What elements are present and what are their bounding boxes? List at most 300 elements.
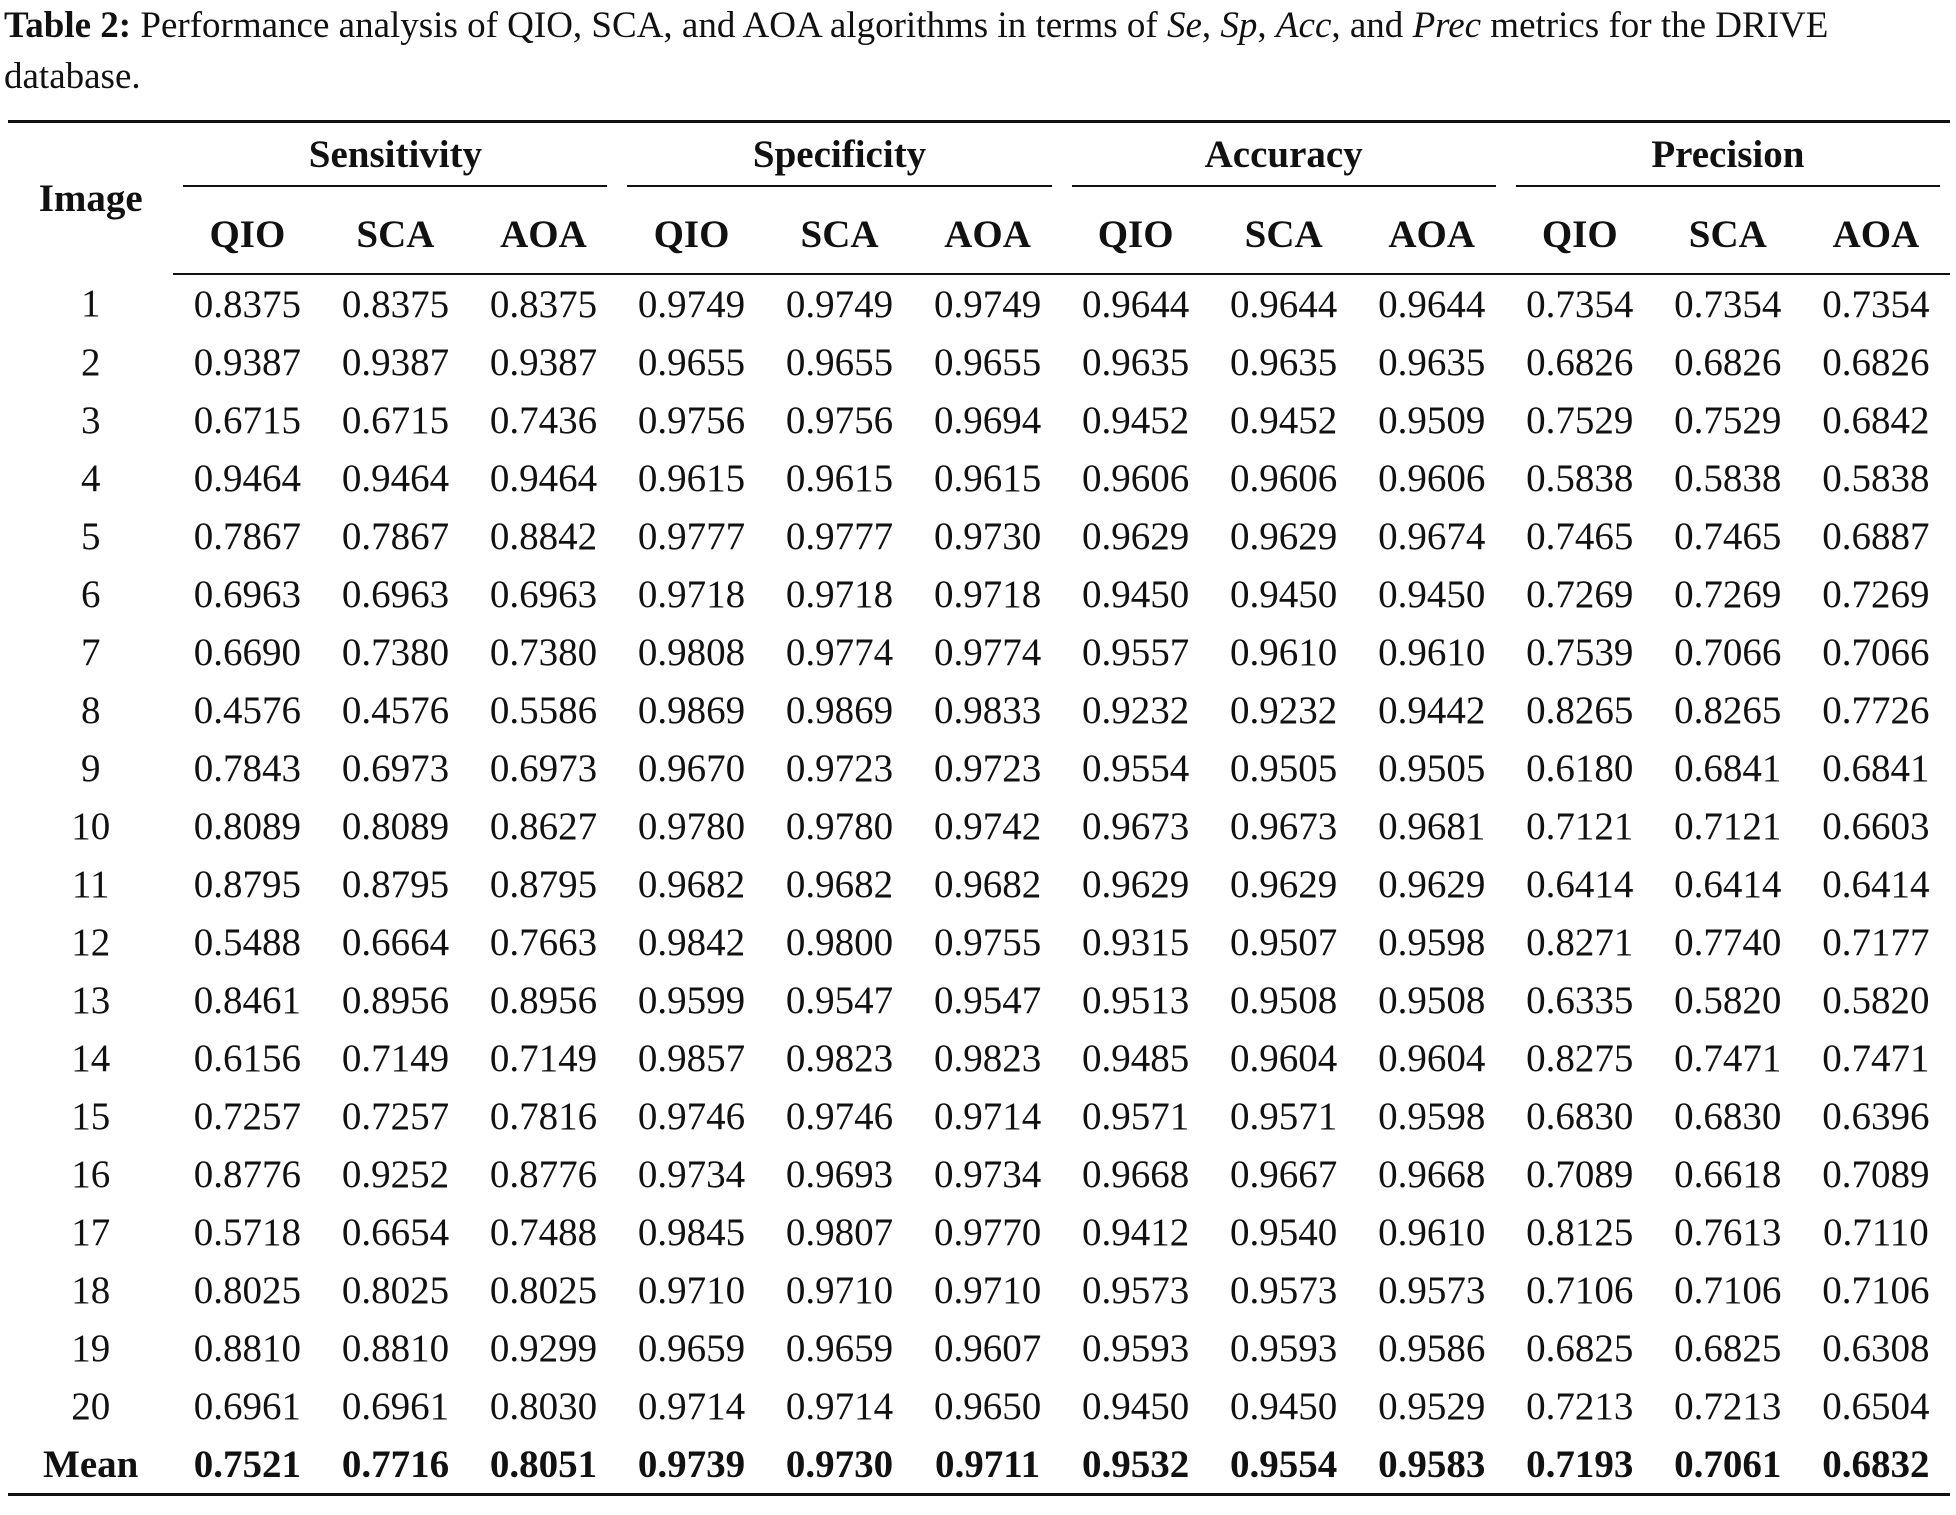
metric-value-cell: 0.8956 bbox=[341, 978, 450, 1022]
metric-value-cell: 0.9615 bbox=[933, 456, 1042, 500]
metric-value-cell: 0.6825 bbox=[1526, 1326, 1634, 1370]
metric-value-cell: 0.6961 bbox=[193, 1384, 302, 1428]
image-id-cell: 16 bbox=[71, 1152, 111, 1196]
metric-value-cell: 0.9644 bbox=[1082, 282, 1190, 326]
metric-value-cell: 0.9694 bbox=[933, 398, 1042, 442]
metric-value-cell: 0.9593 bbox=[1082, 1326, 1190, 1370]
image-id-cell: 1 bbox=[80, 282, 101, 325]
image-id-cell: 11 bbox=[71, 862, 110, 906]
metric-value-cell: 0.6308 bbox=[1822, 1326, 1930, 1370]
metric-value-cell: 0.4576 bbox=[341, 688, 450, 732]
metric-value-cell: 0.6963 bbox=[193, 572, 302, 616]
metric-value-cell: 0.9718 bbox=[637, 572, 746, 616]
algorithm-header: SCA bbox=[1210, 195, 1358, 274]
table-row bbox=[8, 274, 1950, 333]
metric-value-cell: 0.6335 bbox=[1526, 978, 1634, 1022]
metric-value-cell: 0.9573 bbox=[1230, 1268, 1338, 1312]
metric-value-cell: 0.7380 bbox=[489, 630, 598, 674]
caption-sep-2: , bbox=[1257, 5, 1276, 46]
image-id-cell: 15 bbox=[71, 1094, 111, 1138]
metric-value-cell: 0.9629 bbox=[1378, 862, 1486, 906]
metric-value-cell: 0.7213 bbox=[1526, 1384, 1634, 1428]
metric-value-cell: 0.9252 bbox=[341, 1152, 450, 1196]
group-label: Accuracy bbox=[1072, 132, 1496, 187]
metric-value-cell: 0.8271 bbox=[1526, 920, 1634, 964]
metric-value-cell: 0.9710 bbox=[785, 1268, 894, 1312]
metric-value-cell: 0.6603 bbox=[1822, 804, 1930, 848]
table-row bbox=[8, 507, 1950, 565]
metric-value-cell: 0.9557 bbox=[1082, 630, 1190, 674]
metric-value-cell: 0.9746 bbox=[785, 1094, 894, 1138]
metric-value-cell: 0.8265 bbox=[1674, 688, 1782, 732]
group-header-sensitivity bbox=[173, 122, 617, 196]
metric-value-cell: 0.9644 bbox=[1230, 282, 1338, 326]
table-row bbox=[8, 797, 1950, 855]
metric-value-cell: 0.9464 bbox=[341, 456, 450, 500]
group-header-precision bbox=[1506, 122, 1950, 196]
metric-value-cell: 0.9532 bbox=[1062, 1435, 1210, 1495]
algorithm-header: SCA bbox=[766, 195, 914, 274]
metric-value-cell: 0.8275 bbox=[1526, 1036, 1634, 1080]
metric-value-cell: 0.8627 bbox=[489, 804, 598, 848]
metric-value-cell: 0.9770 bbox=[933, 1210, 1042, 1254]
metric-value-cell: 0.9387 bbox=[341, 340, 450, 384]
caption-metric-acc: Acc bbox=[1275, 5, 1332, 46]
metric-value-cell: 0.6973 bbox=[341, 746, 450, 790]
algorithm-header: SCA bbox=[321, 195, 469, 274]
metric-value-cell: 0.8025 bbox=[193, 1268, 302, 1312]
metric-value-cell: 0.7436 bbox=[489, 398, 598, 442]
metric-value-cell: 0.8089 bbox=[341, 804, 450, 848]
metric-value-cell: 0.9655 bbox=[637, 340, 746, 384]
metric-value-cell: 0.7066 bbox=[1674, 630, 1782, 674]
metric-value-cell: 0.9845 bbox=[637, 1210, 746, 1254]
metric-value-cell: 0.7269 bbox=[1822, 572, 1930, 616]
metric-value-cell: 0.8956 bbox=[489, 978, 598, 1022]
metric-value-cell: 0.5718 bbox=[193, 1210, 302, 1254]
metric-value-cell: 0.9756 bbox=[637, 398, 746, 442]
table-body bbox=[8, 274, 1950, 1495]
metric-value-cell: 0.9842 bbox=[637, 920, 746, 964]
metric-value-cell: 0.7193 bbox=[1506, 1435, 1654, 1495]
metric-value-cell: 0.7726 bbox=[1822, 688, 1930, 732]
metric-value-cell: 0.7740 bbox=[1674, 920, 1782, 964]
metric-value-cell: 0.9808 bbox=[637, 630, 746, 674]
image-id-cell: 12 bbox=[71, 920, 111, 964]
metric-value-cell: 0.6826 bbox=[1822, 340, 1930, 384]
metric-value-cell: 0.9833 bbox=[933, 688, 1042, 732]
metric-value-cell: 0.5838 bbox=[1526, 456, 1634, 500]
metric-value-cell: 0.5488 bbox=[193, 920, 302, 964]
metric-value-cell: 0.7106 bbox=[1822, 1268, 1930, 1312]
metric-value-cell: 0.9450 bbox=[1230, 1384, 1338, 1428]
algorithm-header: AOA bbox=[469, 195, 617, 274]
metric-value-cell: 0.9507 bbox=[1230, 920, 1338, 964]
metric-value-cell: 0.9673 bbox=[1082, 804, 1190, 848]
metric-value-cell: 0.9650 bbox=[933, 1384, 1042, 1428]
metric-value-cell: 0.7269 bbox=[1526, 572, 1634, 616]
metric-value-cell: 0.9606 bbox=[1230, 456, 1338, 500]
metric-value-cell: 0.8810 bbox=[341, 1326, 450, 1370]
metric-value-cell: 0.8810 bbox=[193, 1326, 302, 1370]
metric-value-cell: 0.8795 bbox=[341, 862, 450, 906]
metric-value-cell: 0.9606 bbox=[1378, 456, 1486, 500]
metric-value-cell: 0.9583 bbox=[1358, 1435, 1506, 1495]
metric-value-cell: 0.9777 bbox=[785, 514, 894, 558]
metric-value-cell: 0.6156 bbox=[193, 1036, 302, 1080]
metric-value-cell: 0.9452 bbox=[1082, 398, 1190, 442]
metric-value-cell: 0.9693 bbox=[785, 1152, 894, 1196]
metric-value-cell: 0.7213 bbox=[1674, 1384, 1782, 1428]
metric-value-cell: 0.7613 bbox=[1674, 1210, 1782, 1254]
metric-value-cell: 0.9774 bbox=[933, 630, 1042, 674]
metric-value-cell: 0.9571 bbox=[1230, 1094, 1338, 1138]
metric-value-cell: 0.9711 bbox=[914, 1435, 1062, 1495]
metric-value-cell: 0.8375 bbox=[489, 282, 598, 326]
image-id-cell: 7 bbox=[80, 630, 101, 674]
table-row bbox=[8, 449, 1950, 507]
metric-value-cell: 0.9450 bbox=[1230, 572, 1338, 616]
image-id-cell: 19 bbox=[71, 1326, 111, 1370]
metric-value-cell: 0.8795 bbox=[489, 862, 598, 906]
metric-value-cell: 0.9629 bbox=[1082, 862, 1190, 906]
metric-value-cell: 0.6504 bbox=[1822, 1384, 1930, 1428]
metric-value-cell: 0.9635 bbox=[1378, 340, 1486, 384]
metric-value-cell: 0.6826 bbox=[1674, 340, 1782, 384]
table-row bbox=[8, 391, 1950, 449]
metric-value-cell: 0.9777 bbox=[637, 514, 746, 558]
metric-value-cell: 0.8795 bbox=[193, 862, 302, 906]
image-id-cell: 3 bbox=[80, 398, 101, 442]
metric-value-cell: 0.7529 bbox=[1674, 398, 1782, 442]
metric-value-cell: 0.9547 bbox=[933, 978, 1042, 1022]
metric-value-cell: 0.9755 bbox=[933, 920, 1042, 964]
metric-value-cell: 0.9655 bbox=[785, 340, 894, 384]
metric-value-cell: 0.6664 bbox=[341, 920, 450, 964]
table-row bbox=[8, 1145, 1950, 1203]
metric-value-cell: 0.5820 bbox=[1822, 978, 1930, 1022]
metric-value-cell: 0.9387 bbox=[489, 340, 598, 384]
metric-value-cell: 0.6826 bbox=[1526, 340, 1634, 384]
metric-value-cell: 0.9387 bbox=[193, 340, 302, 384]
metric-value-cell: 0.8375 bbox=[341, 282, 450, 326]
metric-value-cell: 0.7488 bbox=[489, 1210, 598, 1254]
metric-value-cell: 0.9505 bbox=[1230, 746, 1338, 790]
metric-value-cell: 0.9714 bbox=[785, 1384, 894, 1428]
caption-metric-sp: Sp bbox=[1220, 5, 1258, 46]
table-row bbox=[8, 681, 1950, 739]
metric-value-cell: 0.6832 bbox=[1802, 1435, 1950, 1495]
metric-value-cell: 0.9670 bbox=[637, 746, 746, 790]
metric-value-cell: 0.9742 bbox=[933, 804, 1042, 848]
metric-value-cell: 0.7106 bbox=[1674, 1268, 1782, 1312]
metric-value-cell: 0.9739 bbox=[617, 1435, 765, 1495]
metric-value-cell: 0.6887 bbox=[1822, 514, 1930, 558]
metric-value-cell: 0.9730 bbox=[766, 1435, 914, 1495]
metric-value-cell: 0.7521 bbox=[173, 1435, 321, 1495]
metric-value-cell: 0.9644 bbox=[1378, 282, 1486, 326]
metric-value-cell: 0.9615 bbox=[637, 456, 746, 500]
metric-value-cell: 0.7843 bbox=[193, 746, 302, 790]
image-id-cell: 18 bbox=[71, 1268, 111, 1312]
metric-value-cell: 0.8030 bbox=[489, 1384, 598, 1428]
image-column-header: Image bbox=[8, 122, 173, 275]
metric-value-cell: 0.9857 bbox=[637, 1036, 746, 1080]
metric-value-cell: 0.9232 bbox=[1230, 688, 1338, 732]
metric-value-cell: 0.8375 bbox=[193, 282, 302, 326]
metric-value-cell: 0.9734 bbox=[933, 1152, 1042, 1196]
metric-value-cell: 0.7663 bbox=[489, 920, 598, 964]
metric-value-cell: 0.7465 bbox=[1674, 514, 1782, 558]
metric-value-cell: 0.9667 bbox=[1230, 1152, 1338, 1196]
algorithm-header-row bbox=[8, 195, 1950, 274]
metric-value-cell: 0.9509 bbox=[1378, 398, 1486, 442]
image-id-cell: 6 bbox=[80, 572, 101, 616]
image-id-cell: 13 bbox=[71, 978, 111, 1022]
metric-value-cell: 0.9749 bbox=[785, 282, 894, 326]
table-row bbox=[8, 739, 1950, 797]
metric-value-cell: 0.9607 bbox=[933, 1326, 1042, 1370]
metric-value-cell: 0.9508 bbox=[1378, 978, 1486, 1022]
metric-value-cell: 0.6841 bbox=[1822, 746, 1930, 790]
metric-value-cell: 0.6180 bbox=[1526, 746, 1634, 790]
metric-value-cell: 0.9299 bbox=[489, 1326, 598, 1370]
metric-value-cell: 0.5838 bbox=[1674, 456, 1782, 500]
metric-value-cell: 0.8776 bbox=[489, 1152, 598, 1196]
metric-value-cell: 0.6618 bbox=[1674, 1152, 1782, 1196]
metric-value-cell: 0.9598 bbox=[1378, 920, 1486, 964]
metric-value-cell: 0.9547 bbox=[785, 978, 894, 1022]
image-id-cell: 9 bbox=[80, 746, 101, 790]
metric-value-cell: 0.7149 bbox=[489, 1036, 598, 1080]
metric-value-cell: 0.6963 bbox=[489, 572, 598, 616]
table-row bbox=[8, 333, 1950, 391]
metric-value-cell: 0.6973 bbox=[489, 746, 598, 790]
metric-value-cell: 0.9599 bbox=[637, 978, 746, 1022]
metric-value-cell: 0.7380 bbox=[341, 630, 450, 674]
table-row bbox=[8, 913, 1950, 971]
metric-value-cell: 0.7177 bbox=[1822, 920, 1930, 964]
metric-value-cell: 0.7471 bbox=[1674, 1036, 1782, 1080]
metric-value-cell: 0.6690 bbox=[193, 630, 302, 674]
table-row bbox=[8, 565, 1950, 623]
metric-value-cell: 0.9505 bbox=[1378, 746, 1486, 790]
caption-text-1: Performance analysis of QIO, SCA, and AOA algorithms in terms of bbox=[131, 5, 1167, 46]
table-row bbox=[8, 1087, 1950, 1145]
metric-value-cell: 0.9807 bbox=[785, 1210, 894, 1254]
metric-value-cell: 0.9586 bbox=[1378, 1326, 1486, 1370]
metric-value-cell: 0.9529 bbox=[1378, 1384, 1486, 1428]
metric-value-cell: 0.8265 bbox=[1526, 688, 1634, 732]
metric-value-cell: 0.9749 bbox=[637, 282, 746, 326]
metric-value-cell: 0.9593 bbox=[1230, 1326, 1338, 1370]
table-row bbox=[8, 855, 1950, 913]
table-row bbox=[8, 1377, 1950, 1435]
metric-value-cell: 0.4576 bbox=[193, 688, 302, 732]
caption-label: Table 2: bbox=[4, 5, 132, 46]
metric-value-cell: 0.7106 bbox=[1526, 1268, 1634, 1312]
metric-value-cell: 0.9540 bbox=[1230, 1210, 1338, 1254]
metric-value-cell: 0.9659 bbox=[785, 1326, 894, 1370]
metric-value-cell: 0.5586 bbox=[489, 688, 598, 732]
metric-value-cell: 0.9606 bbox=[1082, 456, 1190, 500]
metric-value-cell: 0.7257 bbox=[193, 1094, 302, 1138]
metric-value-cell: 0.9668 bbox=[1378, 1152, 1486, 1196]
metric-value-cell: 0.7867 bbox=[341, 514, 450, 558]
metric-value-cell: 0.9869 bbox=[785, 688, 894, 732]
image-id-cell: 20 bbox=[71, 1384, 111, 1428]
metric-value-cell: 0.9464 bbox=[193, 456, 302, 500]
metric-value-cell: 0.9513 bbox=[1082, 978, 1190, 1022]
metric-value-cell: 0.6830 bbox=[1674, 1094, 1782, 1138]
metric-value-cell: 0.9450 bbox=[1082, 572, 1190, 616]
table-row bbox=[8, 971, 1950, 1029]
metric-value-cell: 0.6961 bbox=[341, 1384, 450, 1428]
metric-value-cell: 0.9554 bbox=[1082, 746, 1190, 790]
metric-value-cell: 0.5838 bbox=[1822, 456, 1930, 500]
caption-sep-1: , bbox=[1201, 5, 1221, 46]
metric-value-cell: 0.9746 bbox=[637, 1094, 746, 1138]
algorithm-header: AOA bbox=[914, 195, 1062, 274]
image-id-cell: 4 bbox=[80, 456, 101, 500]
metric-value-cell: 0.8776 bbox=[193, 1152, 302, 1196]
table-row bbox=[8, 1319, 1950, 1377]
algorithm-header: AOA bbox=[1358, 195, 1506, 274]
metric-value-cell: 0.9610 bbox=[1378, 630, 1486, 674]
metric-value-cell: 0.9629 bbox=[1082, 514, 1190, 558]
metric-value-cell: 0.7539 bbox=[1526, 630, 1634, 674]
metric-value-cell: 0.9714 bbox=[637, 1384, 746, 1428]
metric-value-cell: 0.9780 bbox=[785, 804, 894, 848]
metric-value-cell: 0.9723 bbox=[785, 746, 894, 790]
metric-value-cell: 0.9823 bbox=[933, 1036, 1042, 1080]
group-header-accuracy bbox=[1062, 122, 1506, 196]
metric-value-cell: 0.9635 bbox=[1082, 340, 1190, 384]
caption-text-2: metrics for the DRIVE database. bbox=[4, 5, 1829, 97]
metric-value-cell: 0.7089 bbox=[1526, 1152, 1634, 1196]
metric-value-cell: 0.7816 bbox=[489, 1094, 598, 1138]
metric-value-cell: 0.9315 bbox=[1082, 920, 1190, 964]
metric-value-cell: 0.9554 bbox=[1210, 1435, 1358, 1495]
algorithm-header: QIO bbox=[173, 195, 321, 274]
image-id-cell: 10 bbox=[71, 804, 111, 848]
metric-value-cell: 0.8025 bbox=[489, 1268, 598, 1312]
metric-value-cell: 0.9485 bbox=[1082, 1036, 1190, 1080]
algorithm-header: QIO bbox=[617, 195, 765, 274]
metric-value-cell: 0.7089 bbox=[1822, 1152, 1930, 1196]
metric-value-cell: 0.7529 bbox=[1526, 398, 1634, 442]
metric-value-cell: 0.9823 bbox=[785, 1036, 894, 1080]
metric-value-cell: 0.9604 bbox=[1378, 1036, 1486, 1080]
metric-value-cell: 0.9655 bbox=[933, 340, 1042, 384]
metric-value-cell: 0.9756 bbox=[785, 398, 894, 442]
metric-value-cell: 0.9452 bbox=[1230, 398, 1338, 442]
metric-value-cell: 0.9604 bbox=[1230, 1036, 1338, 1080]
table-row bbox=[8, 1203, 1950, 1261]
table-row bbox=[8, 1261, 1950, 1319]
metric-value-cell: 0.9674 bbox=[1378, 514, 1486, 558]
metric-value-cell: 0.6396 bbox=[1822, 1094, 1930, 1138]
metric-value-cell: 0.8051 bbox=[469, 1435, 617, 1495]
metric-value-cell: 0.9749 bbox=[933, 282, 1042, 326]
metric-value-cell: 0.9412 bbox=[1082, 1210, 1190, 1254]
metric-value-cell: 0.7269 bbox=[1674, 572, 1782, 616]
metric-value-cell: 0.9508 bbox=[1230, 978, 1338, 1022]
table-caption bbox=[4, 0, 1950, 102]
image-id-cell: 14 bbox=[71, 1036, 111, 1080]
metric-value-cell: 0.8025 bbox=[341, 1268, 450, 1312]
metric-value-cell: 0.7354 bbox=[1674, 282, 1782, 326]
metric-value-cell: 0.9682 bbox=[785, 862, 894, 906]
metric-value-cell: 0.9629 bbox=[1230, 862, 1338, 906]
metric-value-cell: 0.9610 bbox=[1230, 630, 1338, 674]
metric-value-cell: 0.7471 bbox=[1822, 1036, 1930, 1080]
metric-value-cell: 0.9869 bbox=[637, 688, 746, 732]
metric-value-cell: 0.9668 bbox=[1082, 1152, 1190, 1196]
metric-value-cell: 0.9723 bbox=[933, 746, 1042, 790]
metric-value-cell: 0.9573 bbox=[1082, 1268, 1190, 1312]
group-label: Precision bbox=[1516, 132, 1940, 187]
table-header bbox=[8, 122, 1950, 275]
algorithm-header: QIO bbox=[1062, 195, 1210, 274]
metric-value-cell: 0.9780 bbox=[637, 804, 746, 848]
metric-value-cell: 0.9442 bbox=[1378, 688, 1486, 732]
image-id-cell: 2 bbox=[80, 340, 101, 384]
metric-value-cell: 0.7867 bbox=[193, 514, 302, 558]
caption-sep-3: , and bbox=[1331, 5, 1413, 46]
metric-value-cell: 0.9800 bbox=[785, 920, 894, 964]
metric-value-cell: 0.5820 bbox=[1674, 978, 1782, 1022]
metric-value-cell: 0.6830 bbox=[1526, 1094, 1634, 1138]
metric-value-cell: 0.9629 bbox=[1230, 514, 1338, 558]
group-label: Sensitivity bbox=[183, 132, 607, 187]
metric-value-cell: 0.9635 bbox=[1230, 340, 1338, 384]
metric-value-cell: 0.6715 bbox=[341, 398, 450, 442]
image-id-cell: 5 bbox=[80, 514, 101, 558]
metric-value-cell: 0.7149 bbox=[341, 1036, 450, 1080]
image-id-cell: 8 bbox=[80, 688, 101, 732]
metric-value-cell: 0.6841 bbox=[1674, 746, 1782, 790]
metric-value-cell: 0.8125 bbox=[1526, 1210, 1634, 1254]
mean-row bbox=[8, 1435, 1950, 1495]
metric-value-cell: 0.9734 bbox=[637, 1152, 746, 1196]
metric-value-cell: 0.6963 bbox=[341, 572, 450, 616]
metric-value-cell: 0.7354 bbox=[1526, 282, 1634, 326]
metric-value-cell: 0.9450 bbox=[1378, 572, 1486, 616]
algorithm-header: SCA bbox=[1654, 195, 1802, 274]
caption-metric-prec: Prec bbox=[1412, 5, 1482, 46]
table-row bbox=[8, 1029, 1950, 1087]
table-row bbox=[8, 623, 1950, 681]
metric-value-cell: 0.9730 bbox=[933, 514, 1042, 558]
algorithm-header: QIO bbox=[1506, 195, 1654, 274]
metric-value-cell: 0.9681 bbox=[1378, 804, 1486, 848]
metric-value-cell: 0.6414 bbox=[1674, 862, 1782, 906]
metric-value-cell: 0.7121 bbox=[1674, 804, 1782, 848]
group-header-row bbox=[8, 122, 1950, 196]
metric-value-cell: 0.9659 bbox=[637, 1326, 746, 1370]
metric-value-cell: 0.6825 bbox=[1674, 1326, 1782, 1370]
metric-value-cell: 0.9714 bbox=[933, 1094, 1042, 1138]
metric-value-cell: 0.9610 bbox=[1378, 1210, 1486, 1254]
metric-value-cell: 0.7716 bbox=[321, 1435, 469, 1495]
results-table bbox=[8, 120, 1950, 1496]
metric-value-cell: 0.6414 bbox=[1822, 862, 1930, 906]
group-header-specificity bbox=[617, 122, 1061, 196]
metric-value-cell: 0.8842 bbox=[489, 514, 598, 558]
metric-value-cell: 0.6414 bbox=[1526, 862, 1634, 906]
metric-value-cell: 0.7110 bbox=[1822, 1210, 1929, 1254]
